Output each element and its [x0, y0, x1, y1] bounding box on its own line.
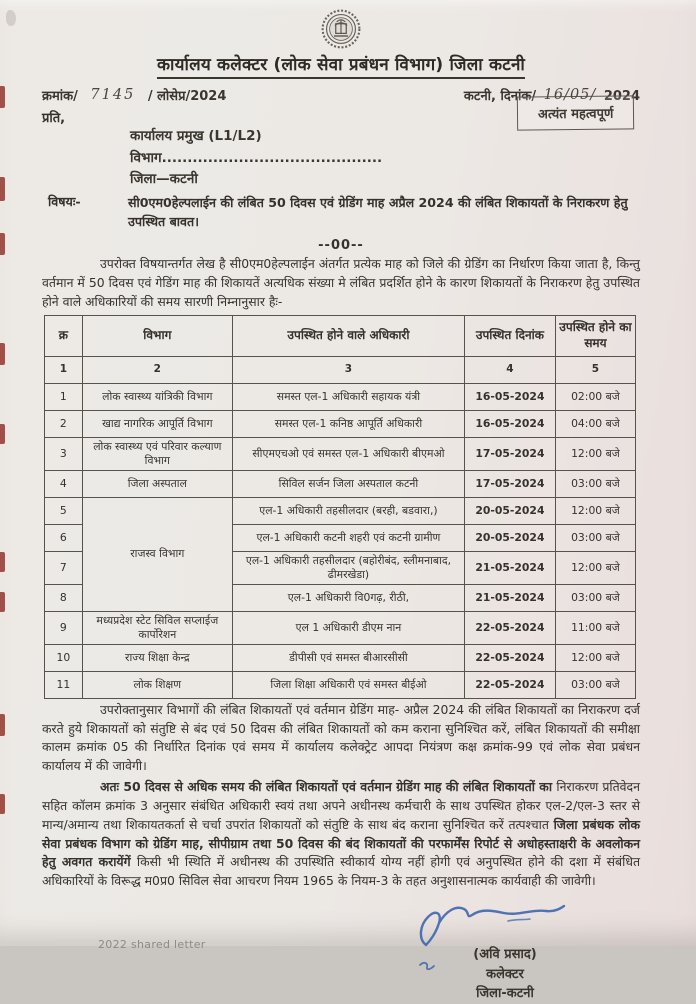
- row-officer: सीएमएचओ एवं समस्त एल-1 अधिकारी बीएमओ: [232, 437, 464, 470]
- row-sn: 7: [45, 551, 83, 584]
- reference-number: [42, 86, 226, 104]
- col-header-time: उपस्थित होने का समय: [555, 316, 635, 356]
- row-officer: एल 1 अधिकारी डीएम नान: [232, 611, 464, 644]
- row-officer: डीपीसी एवं समस्त बीआरसीसी: [232, 644, 464, 671]
- ink-tick-icon: [418, 957, 436, 973]
- row-officer: समस्त एल-1 कनिष्ठ आपूर्ति अधिकारी: [232, 410, 464, 437]
- row-dept: मध्यप्रदेश स्टेट सिविल सप्लाईज कार्पोरेशन: [82, 611, 232, 644]
- table-row: [45, 410, 636, 437]
- col-num: 2: [82, 356, 232, 383]
- row-sn: 2: [45, 410, 83, 437]
- table-row: [45, 611, 636, 644]
- col-num: 4: [464, 356, 555, 383]
- signatory-district: जिला-कटनी: [476, 986, 534, 1002]
- handwritten-signature-icon: [412, 899, 582, 951]
- row-time: 03:00 बजे: [555, 584, 635, 611]
- footer-note: 2022 shared letter: [98, 938, 206, 951]
- row-time: 11:00 बजे: [555, 611, 635, 644]
- government-seal-icon: [320, 8, 362, 50]
- col-num: 5: [555, 356, 635, 383]
- col-header-date: उपस्थित दिनांक: [464, 316, 555, 356]
- row-officer: एल-1 अधिकारी वि0गढ़, रीठी,: [232, 584, 464, 611]
- row-date: 20-05-2024: [464, 524, 555, 551]
- addressee-line3: जिला—कटनी: [130, 171, 198, 188]
- row-sn: 11: [45, 671, 83, 698]
- row-sn: 4: [45, 470, 83, 497]
- red-ink-mark: [0, 177, 5, 201]
- addressee-line1: कार्यालय प्रमुख (L1/L2): [130, 128, 262, 144]
- row-time: 03:00 बजे: [555, 470, 635, 497]
- row-date: 21-05-2024: [464, 551, 555, 584]
- closing2-body: निराकरण प्रतिवेदन सहित कॉलम क्रमांक 3 अनुसार संबंधित अधिकारी स्वयं तथा अपने अधीनस्थ कर्मचारी के साथ उपस्थित होकर एल-2/एल-3 स्तर से मान्य/अमान्य तथा शिकायतकर्ता से चर्चा उपरांत शिकायतों को संतुष्टि के साथ बंद कराना सुनिश्चित करें तत्पश्चात: [42, 779, 640, 832]
- printed-year: 2024: [603, 89, 640, 104]
- kramank-label: क्रमांक/: [42, 89, 78, 104]
- closing2-bold-mid: जिला प्रबंधक लोक सेवा प्रबंधक विभाग को ग्रेडिंग माह, सीपीग्राम तथा 50 दिवस की बंद शिकायतों की परफार्मेंस रिपोर्ट से अधोहस्ताक्षरी के अवलोकन हेतु अवगत करायेंगें: [42, 816, 640, 870]
- table-row: [45, 383, 636, 410]
- signatory-designation: कलेक्टर: [486, 966, 524, 982]
- row-sn: 3: [45, 437, 83, 470]
- stamp-text: अत्यंत महत्वपूर्ण: [537, 106, 614, 123]
- place-date-label: कटनी, दिनांक/: [463, 89, 537, 104]
- row-dept: जिला अस्पताल: [82, 470, 232, 497]
- table-row: [45, 437, 636, 470]
- row-time: 12:00 बजे: [555, 497, 635, 524]
- row-date: 16-05-2024: [464, 410, 555, 437]
- red-ink-mark: [0, 424, 5, 444]
- row-dept: लोक स्वास्थ्य यांत्रिकी विभाग: [82, 383, 232, 410]
- scan-smudge: [6, 10, 16, 26]
- row-time: 02:00 बजे: [555, 383, 635, 410]
- addressee-line2: विभाग...........................................: [130, 149, 383, 166]
- row-date: 22-05-2024: [464, 644, 555, 671]
- row-officer: सिविल सर्जन जिला अस्पताल कटनी: [232, 470, 464, 497]
- row-dept: खाद्य नागरिक आपूर्ति विभाग: [82, 410, 232, 437]
- row-time: 03:00 बजे: [555, 524, 635, 551]
- subject-text: सी0एम0हेल्पलाईन की लंबित 50 दिवस एवं ग्रेडिंग माह अप्रैल 2024 की लंबित शिकायतों के निराकरण हेतु उपस्थित बावत।: [128, 194, 628, 230]
- row-date: 22-05-2024: [464, 671, 555, 698]
- col-header-dept: विभाग: [82, 316, 232, 356]
- row-time: 12:00 बजे: [555, 551, 635, 584]
- table-header-row: [45, 316, 636, 356]
- subject-row: [42, 193, 640, 232]
- row-officer: समस्त एल-1 अधिकारी सहायक यंत्री: [232, 383, 464, 410]
- col-header-sn: क्र: [45, 316, 83, 356]
- row-time: 03:00 बजे: [555, 671, 635, 698]
- row-date: 17-05-2024: [464, 437, 555, 470]
- row-time: 12:00 बजे: [555, 644, 635, 671]
- closing-paragraph-2: [42, 778, 640, 891]
- row-sn: 8: [45, 584, 83, 611]
- office-title: कार्यालय कलेक्टर (लोक सेवा प्रबंधन विभाग) जिला कटनी: [157, 52, 525, 79]
- row-time: 04:00 बजे: [555, 410, 635, 437]
- row-time: 12:00 बजे: [555, 437, 635, 470]
- row-date: 16-05-2024: [464, 383, 555, 410]
- red-ink-mark: [0, 233, 5, 255]
- row-officer: जिला शिक्षा अधिकारी एवं समस्त बीईओ: [232, 671, 464, 698]
- row-date: 22-05-2024: [464, 611, 555, 644]
- red-ink-mark: [0, 794, 5, 814]
- row-dept: राज्य शिक्षा केन्द्र: [82, 644, 232, 671]
- row-date: 17-05-2024: [464, 470, 555, 497]
- addressee-block: [130, 126, 640, 191]
- signature-block: [410, 899, 600, 1004]
- row-officer: एल-1 अधिकारी तहसीलदार (बरही, बडवारा,): [232, 497, 464, 524]
- red-ink-mark: [0, 343, 5, 365]
- separator: --00--: [318, 237, 364, 253]
- subject-label: विषयः-: [48, 193, 81, 209]
- row-date: 20-05-2024: [464, 497, 555, 524]
- row-sn: 9: [45, 611, 83, 644]
- schedule-table: [44, 315, 636, 698]
- red-ink-mark: [0, 714, 5, 736]
- row-sn: 5: [45, 497, 83, 524]
- closing-paragraph-1: उपरोक्तानुसार विभागों की लंबित शिकायतों एवं वर्तमान ग्रेडिंग माह- अप्रैल 2024 की लंबित शिकायतों का निराकरण दर्ज करते हुये शिकायतों को संतुष्टि से बंद एवं 50 दिवस की लंबित शिकायतों को कम कराना सुनिश्चित करें, लंबित शिकायतों की समीक्षा कालम क्रमांक 05 की निर्धारित दिनांक एवं समय में कार्यालय कलेक्ट्रेट आपदा नियंत्रण कक्ष क्रमांक-99 एवं लोक सेवा प्रबंधन कार्यालय में की जावेगी।: [42, 701, 640, 774]
- table-row: [45, 671, 636, 698]
- opening-paragraph: उपरोक्त विषयान्तर्गत लेख है सी0एम0हेल्पलाईन अंतर्गत प्रत्येक माह को जिले की ग्रेडिंग का निर्धारण किया जाता है, किन्तु वर्तमान में 50 दिवस एवं गेडिंग माह की शिकायतें अत्यधिक संख्या मे लंबित प्रदर्शित होने के कारण शिकायतों के निराकरण हेतु उपस्थित होने वाले अधिकारियों की समय सारणी निम्नानुसार हैः-: [42, 255, 640, 309]
- table-row: [45, 644, 636, 671]
- handwritten-date: 16/05/: [543, 87, 597, 103]
- red-ink-mark: [0, 592, 5, 612]
- red-ink-mark: [0, 86, 5, 108]
- row-dept: लोक स्वास्थ्य एवं परिवार कल्याण विभाग: [82, 437, 232, 470]
- signatory-name: (अवि प्रसाद): [473, 947, 537, 963]
- closing2-end: किसी भी स्थिति में अधीनस्थ की उपस्थिति स्वीकार्य योग्य नहीं होगी एवं अनुपस्थित होने की दशा में संबंधित अधिकारियों के विरूद्ध म0प्र0 सिविल सेवा आचरण नियम 1965 के नियम-3 के तहत अनुशासनात्मक कार्यवाही की जावेगी।: [42, 854, 641, 889]
- table-row: [45, 497, 636, 524]
- prati-label: प्रति,: [42, 111, 66, 126]
- row-officer: एल-1 अधिकारी कटनी शहरी एवं कटनी ग्रामीण: [232, 524, 464, 551]
- table-row: [45, 470, 636, 497]
- red-ink-mark: [0, 552, 5, 572]
- row-sn: 10: [45, 644, 83, 671]
- reference-line: [42, 86, 640, 104]
- handwritten-ref-number: 7145: [90, 87, 136, 103]
- row-date: 21-05-2024: [464, 584, 555, 611]
- row-dept-merged: राजस्व विभाग: [82, 497, 232, 611]
- col-num: 3: [232, 356, 464, 383]
- column-number-row: [45, 356, 636, 383]
- row-sn: 1: [45, 383, 83, 410]
- row-sn: 6: [45, 524, 83, 551]
- col-header-officer: उपस्थित होने वाले अधिकारी: [232, 316, 464, 356]
- row-officer: एल-1 अधिकारी तहसीलदार (बहोरीबंद, स्लीमनाबाद, ढीमरखेडा): [232, 551, 464, 584]
- closing2-bold-lead: अतः 50 दिवस से अधिक समय की लंबित शिकायतों एवं वर्तमान ग्रेडिंग माह की लंबित शिकायतों का: [100, 779, 557, 795]
- col-num: 1: [45, 356, 83, 383]
- ref-middle: / लोसेप्र/2024: [147, 89, 227, 104]
- row-dept: लोक शिक्षण: [82, 671, 232, 698]
